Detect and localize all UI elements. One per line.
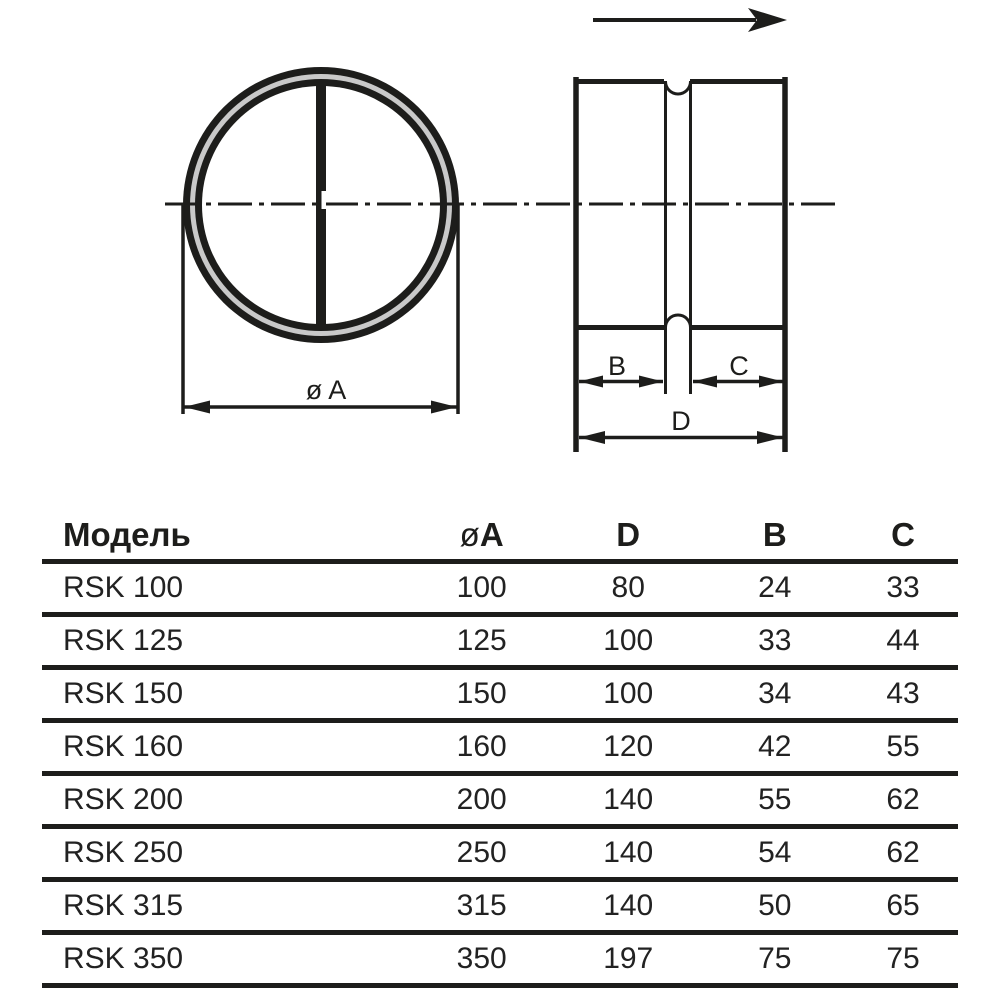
table-row bbox=[42, 880, 958, 933]
a-cell: 160 bbox=[408, 721, 555, 774]
dimension-a-label: ø A bbox=[305, 375, 347, 405]
table-row bbox=[42, 933, 958, 986]
model-cell: RSK 315 bbox=[42, 880, 408, 933]
model-cell: RSK 150 bbox=[42, 668, 408, 721]
technical-drawing bbox=[0, 0, 1000, 470]
bead-top-arc bbox=[666, 82, 691, 95]
b-cell: 75 bbox=[702, 933, 849, 986]
column-header-a-letter: A bbox=[479, 516, 504, 553]
b-cell: 55 bbox=[702, 774, 849, 827]
model-cell: RSK 125 bbox=[42, 615, 408, 668]
model-cell: RSK 200 bbox=[42, 774, 408, 827]
column-header-b: B bbox=[702, 511, 849, 562]
b-cell: 50 bbox=[702, 880, 849, 933]
b-cell: 42 bbox=[702, 721, 849, 774]
column-header-model: Модель bbox=[42, 511, 408, 562]
a-cell: 250 bbox=[408, 827, 555, 880]
c-cell: 43 bbox=[848, 668, 958, 721]
model-cell: RSK 100 bbox=[42, 562, 408, 615]
d-cell: 80 bbox=[555, 562, 702, 615]
c-cell: 75 bbox=[848, 933, 958, 986]
table-row bbox=[42, 721, 958, 774]
b-cell: 34 bbox=[702, 668, 849, 721]
table-header-row bbox=[42, 511, 958, 562]
a-cell: 350 bbox=[408, 933, 555, 986]
c-cell: 55 bbox=[848, 721, 958, 774]
table-row bbox=[42, 562, 958, 615]
dimensions-table bbox=[42, 511, 958, 988]
table-row bbox=[42, 615, 958, 668]
dimension-d-label: D bbox=[671, 406, 691, 436]
d-cell: 100 bbox=[555, 668, 702, 721]
a-cell: 315 bbox=[408, 880, 555, 933]
table-row bbox=[42, 668, 958, 721]
d-cell: 140 bbox=[555, 827, 702, 880]
bead-bottom-arc bbox=[666, 315, 691, 328]
c-cell: 33 bbox=[848, 562, 958, 615]
a-cell: 150 bbox=[408, 668, 555, 721]
c-cell: 44 bbox=[848, 615, 958, 668]
table-row bbox=[42, 774, 958, 827]
column-header-d: D bbox=[555, 511, 702, 562]
b-cell: 33 bbox=[702, 615, 849, 668]
a-cell: 125 bbox=[408, 615, 555, 668]
model-cell: RSK 350 bbox=[42, 933, 408, 986]
dimension-c bbox=[693, 351, 783, 388]
table-row bbox=[42, 827, 958, 880]
c-cell: 62 bbox=[848, 827, 958, 880]
a-cell: 100 bbox=[408, 562, 555, 615]
model-cell: RSK 250 bbox=[42, 827, 408, 880]
d-cell: 197 bbox=[555, 933, 702, 986]
c-cell: 65 bbox=[848, 880, 958, 933]
diameter-symbol: ø bbox=[459, 516, 480, 553]
airflow-arrow-icon bbox=[593, 8, 787, 32]
side-view bbox=[574, 77, 788, 452]
d-cell: 140 bbox=[555, 774, 702, 827]
dimension-d bbox=[579, 406, 783, 444]
blade-pivot-notch bbox=[322, 191, 327, 209]
d-cell: 100 bbox=[555, 615, 702, 668]
column-header-c: C bbox=[848, 511, 958, 562]
dimension-b bbox=[579, 351, 663, 388]
d-cell: 140 bbox=[555, 880, 702, 933]
a-cell: 200 bbox=[408, 774, 555, 827]
c-cell: 62 bbox=[848, 774, 958, 827]
dimension-b-label: B bbox=[607, 351, 627, 381]
b-cell: 24 bbox=[702, 562, 849, 615]
model-cell: RSK 160 bbox=[42, 721, 408, 774]
dimension-c-label: C bbox=[729, 351, 749, 381]
b-cell: 54 bbox=[702, 827, 849, 880]
column-header-a bbox=[408, 511, 555, 562]
d-cell: 120 bbox=[555, 721, 702, 774]
